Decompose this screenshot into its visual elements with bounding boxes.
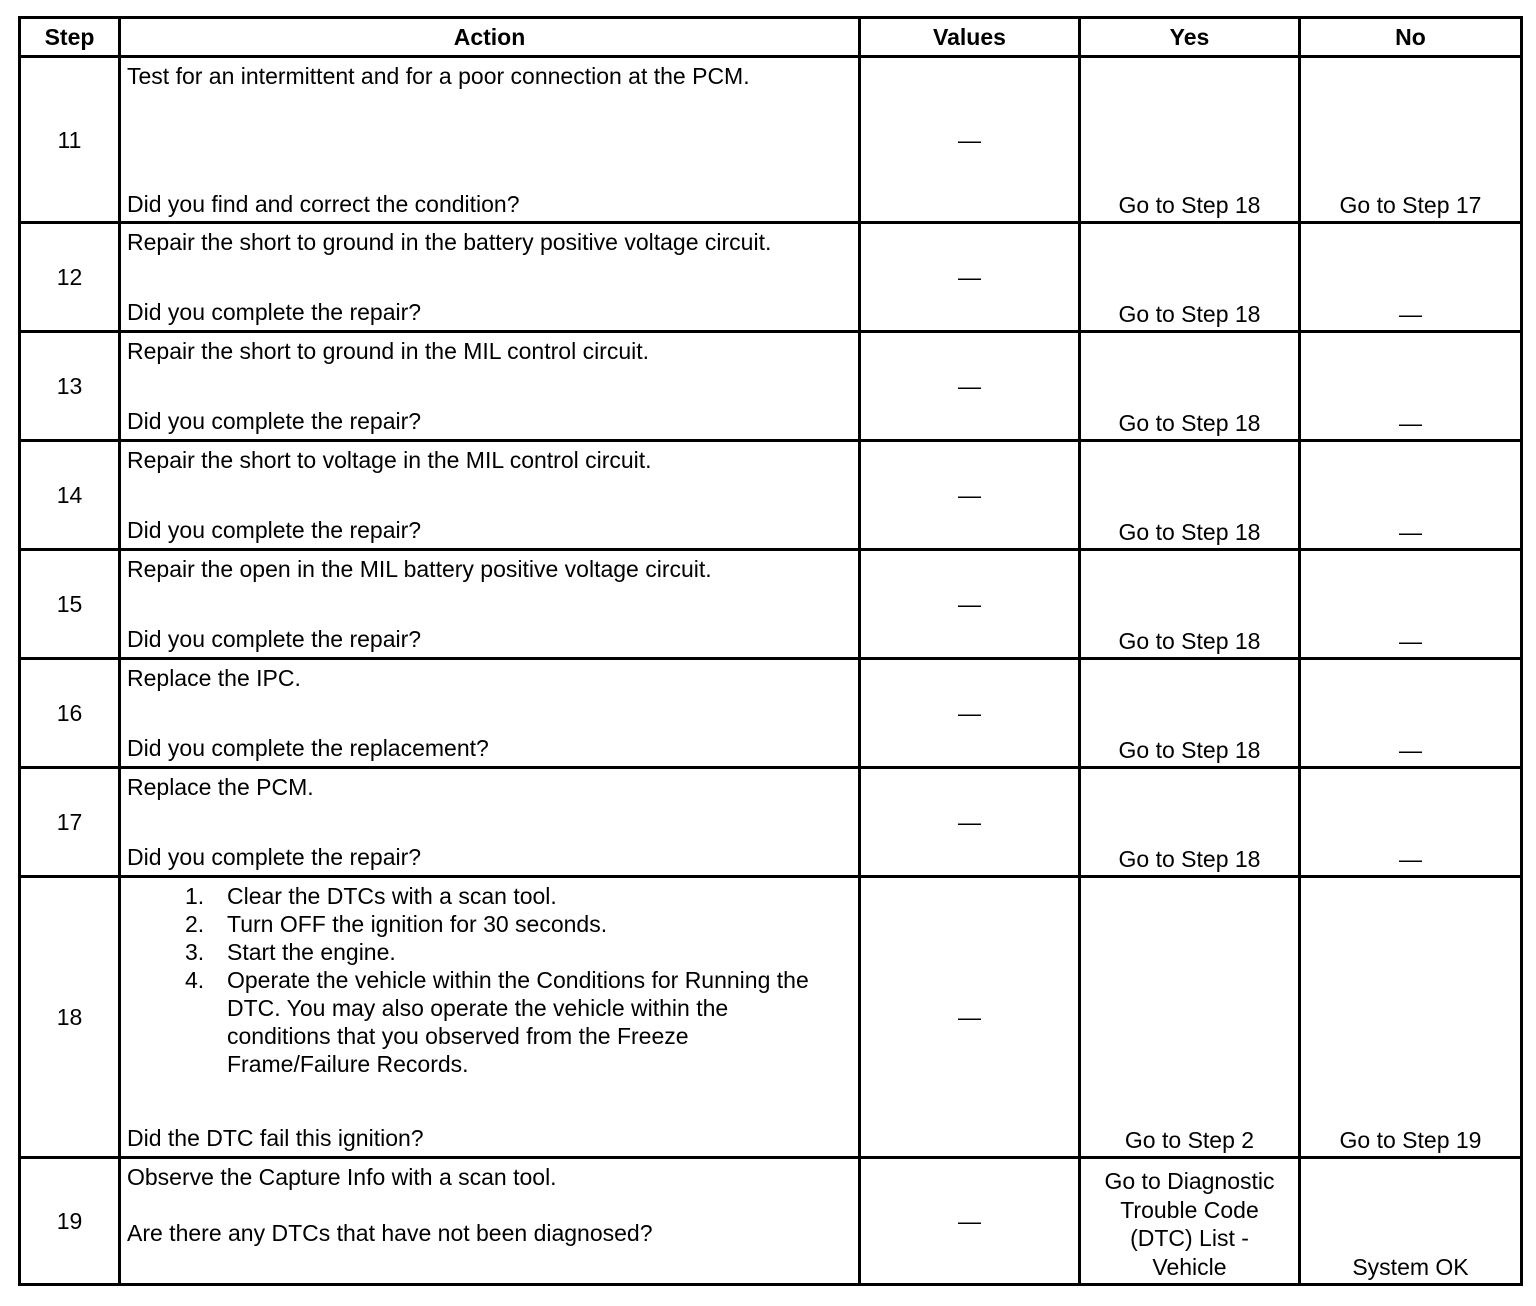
list-item: 3. Start the engine.	[185, 939, 396, 965]
list-item: 2. Turn OFF the ignition for 30 seconds.	[185, 911, 608, 937]
list-item: 1. Clear the DTCs with a scan tool.	[185, 883, 557, 909]
step-number: 15	[20, 550, 120, 659]
list-item: 4. Operate the vehicle within the Conditions for Running the DTC. You may also operate the vehicle within the conditions that you observed from the Freeze Frame/Failure Records.	[185, 967, 809, 1077]
yes-cell: Go to Step 18	[1080, 659, 1300, 768]
header-action: Action	[120, 18, 860, 57]
action-question: Did you complete the repair?	[127, 408, 422, 434]
action-question: Did you find and correct the condition?	[127, 191, 520, 217]
no-cell: Go to Step 17	[1300, 57, 1522, 223]
no-cell: System OK	[1300, 1158, 1522, 1285]
yes-cell: Go to Step 18	[1080, 768, 1300, 877]
yes-cell	[1080, 1158, 1300, 1285]
action-step-list	[127, 882, 852, 1078]
no-cell: —	[1300, 768, 1522, 877]
action-question: Did you complete the replacement?	[127, 735, 489, 761]
yes-cell: Go to Step 18	[1080, 332, 1300, 441]
header-no: No	[1300, 18, 1522, 57]
no-cell: Go to Step 19	[1300, 877, 1522, 1158]
table-row	[20, 550, 1522, 659]
step-number: 14	[20, 441, 120, 550]
values-cell: —	[860, 877, 1080, 1158]
values-cell: —	[860, 332, 1080, 441]
table-row	[20, 57, 1522, 223]
action-question: Did you complete the repair?	[127, 626, 422, 652]
action-text: Test for an intermittent and for a poor connection at the PCM.	[127, 63, 750, 89]
no-cell: —	[1300, 550, 1522, 659]
no-cell: —	[1300, 223, 1522, 332]
action-cell	[120, 57, 860, 223]
action-text: Repair the short to voltage in the MIL control circuit.	[127, 447, 652, 473]
no-cell: —	[1300, 441, 1522, 550]
values-cell: —	[860, 659, 1080, 768]
no-cell: —	[1300, 659, 1522, 768]
step-number: 13	[20, 332, 120, 441]
action-text: Repair the short to ground in the battery positive voltage circuit.	[127, 229, 772, 255]
header-row	[20, 18, 1522, 57]
header-values: Values	[860, 18, 1080, 57]
action-cell	[120, 659, 860, 768]
action-text: Repair the short to ground in the MIL control circuit.	[127, 338, 650, 364]
no-cell: —	[1300, 332, 1522, 441]
action-cell	[120, 768, 860, 877]
action-cell	[120, 332, 860, 441]
step-number: 11	[20, 57, 120, 223]
values-cell: —	[860, 223, 1080, 332]
table-row	[20, 659, 1522, 768]
values-cell: —	[860, 550, 1080, 659]
values-cell: —	[860, 57, 1080, 223]
action-text: Observe the Capture Info with a scan tool.	[127, 1164, 557, 1190]
yes-cell: Go to Step 18	[1080, 550, 1300, 659]
values-cell: —	[860, 1158, 1080, 1285]
yes-cell: Go to Step 18	[1080, 441, 1300, 550]
header-step: Step	[20, 18, 120, 57]
header-yes: Yes	[1080, 18, 1300, 57]
action-question: Did the DTC fail this ignition?	[127, 1125, 424, 1151]
values-cell: —	[860, 768, 1080, 877]
action-cell	[120, 223, 860, 332]
action-question: Are there any DTCs that have not been diagnosed?	[127, 1220, 653, 1246]
step-number: 18	[20, 877, 120, 1158]
table-row	[20, 223, 1522, 332]
table-row	[20, 332, 1522, 441]
table-row	[20, 1158, 1522, 1285]
step-number: 16	[20, 659, 120, 768]
values-cell: —	[860, 441, 1080, 550]
table-row	[20, 877, 1522, 1158]
yes-cell: Go to Step 18	[1080, 223, 1300, 332]
diagnostic-table	[18, 16, 1523, 1286]
action-cell	[120, 1158, 860, 1285]
action-text: Replace the PCM.	[127, 774, 314, 800]
action-question: Did you complete the repair?	[127, 299, 422, 325]
step-number: 19	[20, 1158, 120, 1285]
action-question: Did you complete the repair?	[127, 517, 422, 543]
action-text: Replace the IPC.	[127, 665, 301, 691]
yes-cell: Go to Step 2	[1080, 877, 1300, 1158]
step-number: 17	[20, 768, 120, 877]
action-text: Repair the open in the MIL battery positive voltage circuit.	[127, 556, 712, 582]
yes-cell: Go to Step 18	[1080, 57, 1300, 223]
action-cell	[120, 550, 860, 659]
action-cell	[120, 441, 860, 550]
table-row	[20, 768, 1522, 877]
step-number: 12	[20, 223, 120, 332]
action-cell	[120, 877, 860, 1158]
yes-link-text: Go to Diagnostic Trouble Code (DTC) List - Vehicle	[1104, 1168, 1275, 1280]
action-question: Did you complete the repair?	[127, 844, 422, 870]
table-row	[20, 441, 1522, 550]
